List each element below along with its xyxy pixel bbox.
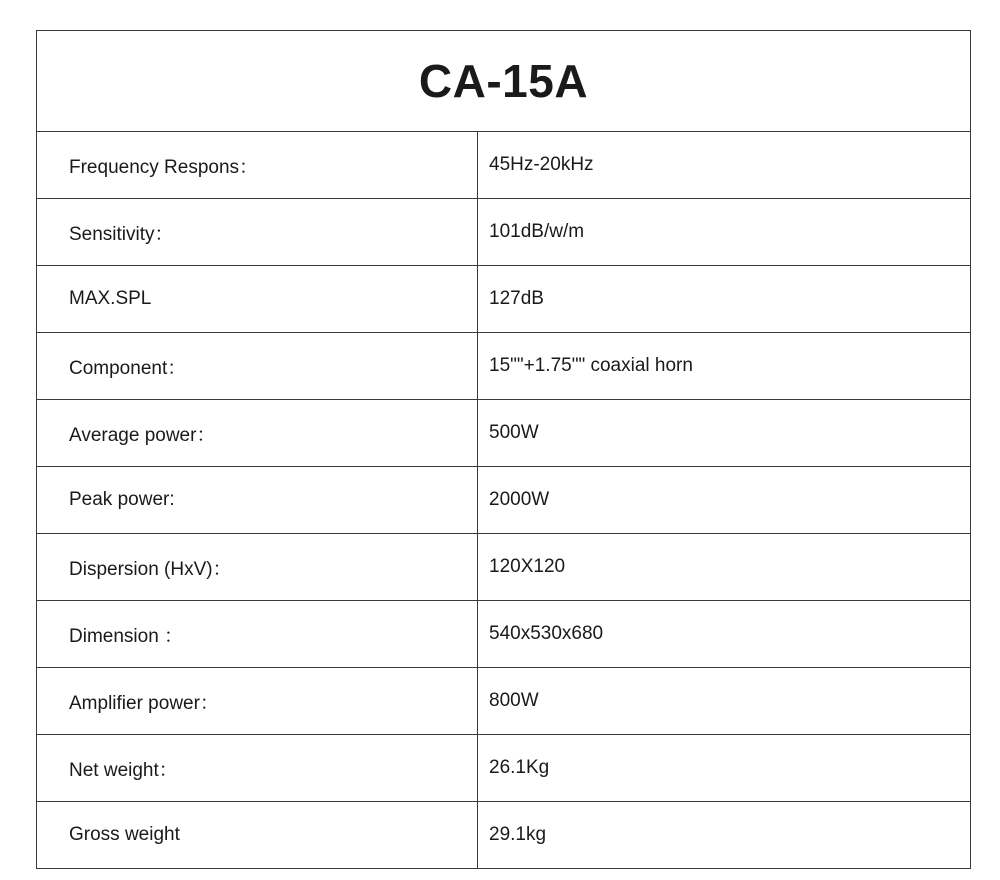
spec-label: Frequency Respons：	[37, 132, 478, 199]
table-row	[37, 601, 971, 668]
spec-value: 120X120	[478, 534, 971, 601]
product-title: CA-15A	[37, 31, 971, 132]
spec-label: Sensitivity：	[37, 199, 478, 266]
spec-value: 500W	[478, 400, 971, 467]
spec-label: Component：	[37, 333, 478, 400]
spec-label: Average power：	[37, 400, 478, 467]
table-row	[37, 400, 971, 467]
table-row	[37, 668, 971, 735]
table-row	[37, 266, 971, 333]
spec-value: 800W	[478, 668, 971, 735]
title-row	[37, 31, 971, 132]
spec-value: 45Hz-20kHz	[478, 132, 971, 199]
spec-label: MAX.SPL	[37, 266, 478, 333]
spec-value: 2000W	[478, 467, 971, 534]
spec-label: Amplifier power：	[37, 668, 478, 735]
spec-value: 101dB/w/m	[478, 199, 971, 266]
spec-label: Dimension ：	[37, 601, 478, 668]
spec-label: Peak power:	[37, 467, 478, 534]
spec-value: 29.1kg	[478, 802, 971, 869]
table-row	[37, 802, 971, 869]
table-row	[37, 132, 971, 199]
table-row	[37, 199, 971, 266]
spec-label: Net weight：	[37, 735, 478, 802]
table-row	[37, 467, 971, 534]
spec-table	[36, 30, 971, 869]
spec-value: 15""+1.75"" coaxial horn	[478, 333, 971, 400]
table-row	[37, 735, 971, 802]
spec-value: 26.1Kg	[478, 735, 971, 802]
spec-value: 540x530x680	[478, 601, 971, 668]
spec-label: Dispersion (HxV)：	[37, 534, 478, 601]
table-row	[37, 534, 971, 601]
table-row	[37, 333, 971, 400]
spec-value: 127dB	[478, 266, 971, 333]
spec-label: Gross weight	[37, 802, 478, 869]
